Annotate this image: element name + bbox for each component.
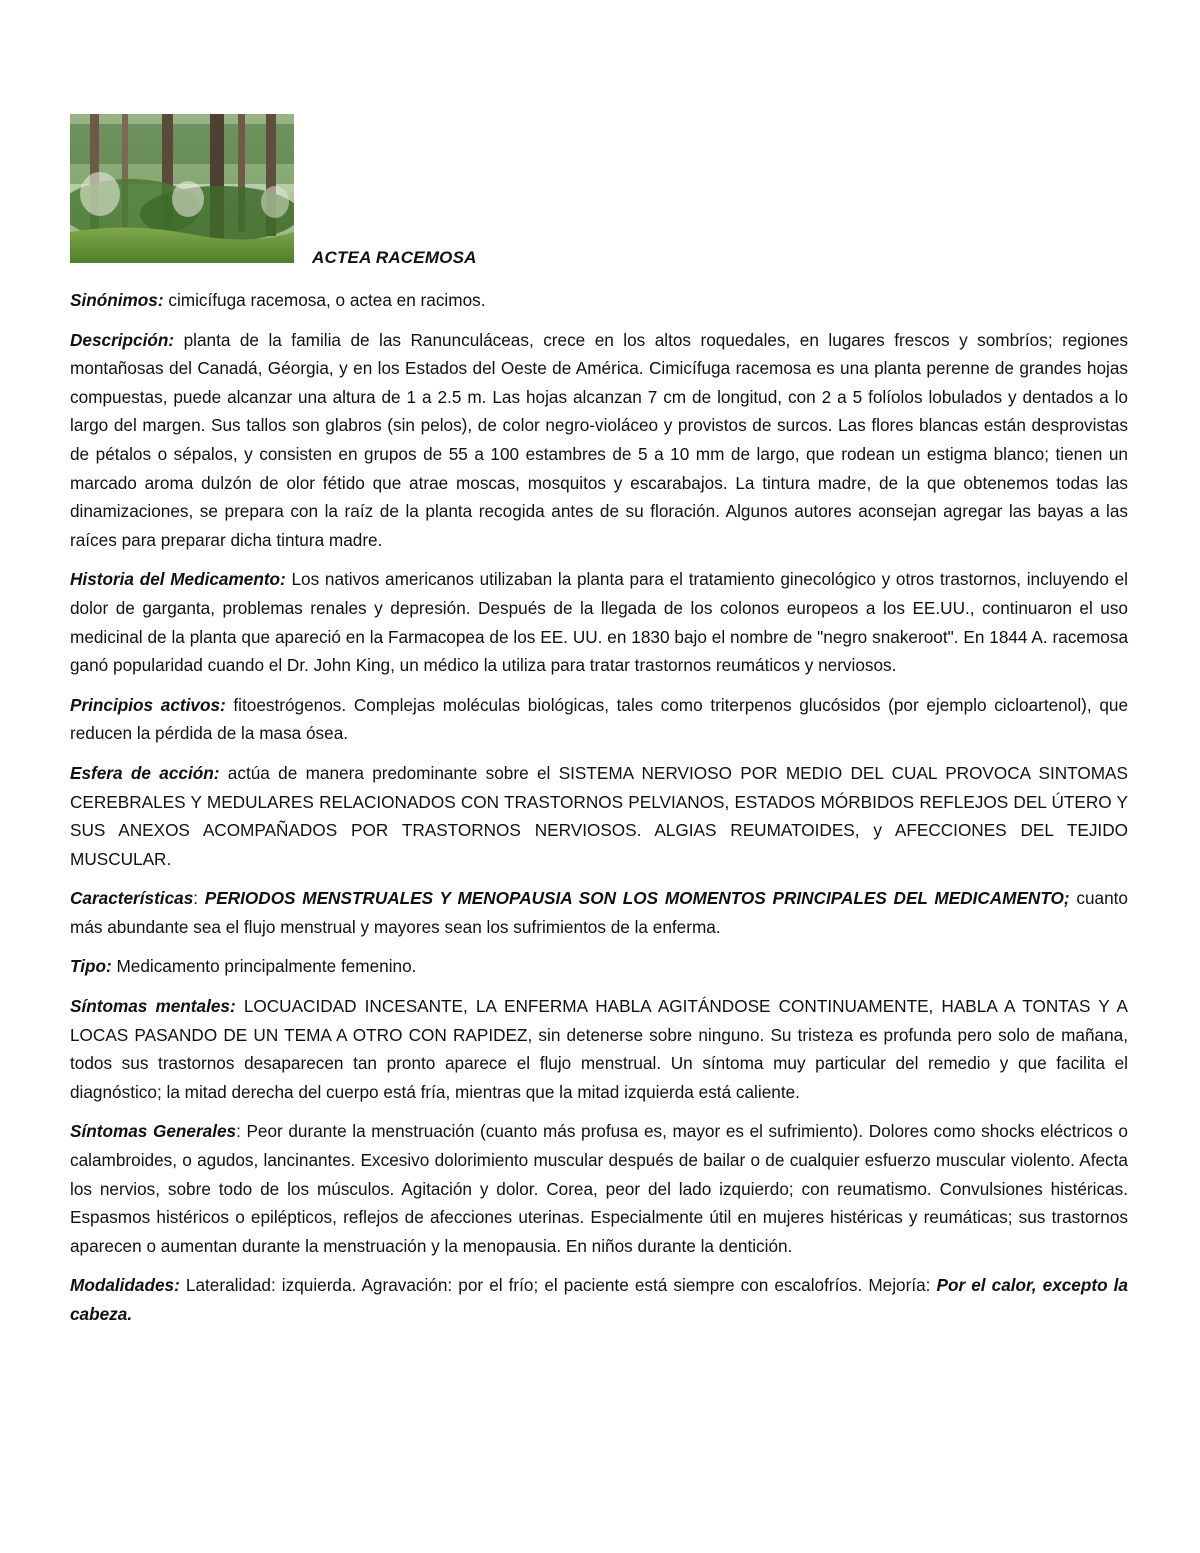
forest-photo [70, 114, 294, 263]
section-label: Síntomas mentales: [70, 996, 236, 1017]
section-principios [70, 691, 1128, 748]
section-esfera [70, 759, 1128, 873]
section-tipo [70, 952, 1128, 981]
section-text: planta de la familia de las Ranunculáceas, crece en los altos roquedales, en lugares frescos y sombríos; regiones montañosas del Canadá, Géorgia, y en los Estados del Oeste de América. Cimicífuga racemosa es una planta perenne de grandes hojas compuestas, puede alcanzar una altura de 1 a 2.5 m. Las hojas alcanzan 7 cm de longitud, con 2 a 5 folíolos lobulados y dentados a lo largo del margen. Sus tallos son glabros (sin pelos), de color negro-violáceo y provistos de surcos. Las flores blancas están desprovistas de pétalos o sépalos, y consisten en grupos de 55 a 100 estambres de 5 a 10 mm de largo, que rodean un estigma blanco; tienen un marcado aroma dulzón de olor fétido que atrae moscas, mosquitos y escarabajos. La tintura madre, de la que obtenemos todas las dinamizaciones, se prepara con la raíz de la planta recogida antes de su floración. Algunos autores aconsejan agregar las bayas a las raíces para preparar dicha tintura madre. [70, 329, 1128, 550]
section-text: Medicamento principalmente femenino. [111, 956, 417, 977]
section-label: Descripción: [70, 329, 175, 350]
section-label: Principios activos: [70, 694, 226, 715]
section-caracteristicas [70, 884, 1128, 941]
document-title: ACTEA RACEMOSA [312, 248, 477, 267]
section-label: Sinónimos: [70, 290, 164, 310]
section-text: cimicífuga racemosa, o actea en racimos. [163, 290, 486, 310]
document-body [70, 286, 1128, 1340]
section-emphasis: PERIODOS MENSTRUALES Y MENOPAUSIA SON LOS MOMENTOS PRINCIPALES DEL MEDICAMENTO; [204, 888, 1070, 909]
section-label: Esfera de acción: [70, 762, 220, 783]
section-emphasis: Por el calor, excepto la cabeza. [70, 1275, 1128, 1324]
section-text: cuanto más abundante sea el flujo menstrual y mayores sean los sufrimientos de la enferma. [70, 888, 1128, 937]
section-historia [70, 565, 1128, 679]
section-text: fitoestrógenos. Complejas moléculas biológicas, tales como triterpenos glucósidos (por ejemplo cicloartenol), que reducen la pérdida de la masa ósea. [70, 694, 1129, 744]
section-modalidades [70, 1271, 1128, 1328]
section-descripcion [70, 326, 1128, 555]
section-generales [70, 1117, 1128, 1260]
section-label: Síntomas Generales [70, 1121, 237, 1142]
section-text: Los nativos americanos utilizaban la planta para el tratamiento ginecológico y otros trastornos, incluyendo el dolor de garganta, problemas renales y depresión. Después de la llegada de los colonos europeos a los EE.UU., continuaron el uso medicinal de la planta que apareció en la Farmacopea de los EE. UU. en 1830 bajo el nombre de "negro snakeroot". En 1844 A. racemosa ganó popularidad cuando el Dr. John King, un médico la utiliza para tratar trastornos reumáticos y nerviosos. [70, 569, 1128, 676]
section-sinonimos [70, 286, 1128, 315]
section-colon: : [193, 888, 205, 909]
section-text: Lateralidad: izquierda. Agravación: por el frío; el paciente está siempre con escalofríos. Mejoría: [179, 1275, 937, 1296]
section-text: actúa de manera predominante sobre el SISTEMA NERVIOSO POR MEDIO DEL CUAL PROVOCA SINTOMAS CEREBRALES Y MEDULARES RELACIONADOS CON TRASTORNOS PELVIANOS, ESTADOS MÓRBIDOS REFLEJOS DEL ÚTERO Y SUS ANEXOS ACOMPAÑADOS POR TRASTORNOS NERVIOSOS. ALGIAS REUMATOIDES, y AFECCIONES DEL TEJIDO MUSCULAR. [70, 762, 1128, 869]
section-label: Características [70, 888, 194, 909]
section-label: Modalidades: [70, 1275, 180, 1296]
section-label: Historia del Medicamento: [70, 569, 286, 590]
section-text: LOCUACIDAD INCESANTE, LA ENFERMA HABLA AGITÁNDOSE CONTINUAMENTE, HABLA A TONTAS Y A LOCAS PASANDO DE UN TEMA A OTRO CON RAPIDEZ, sin detenerse sobre ninguno. Su tristeza es profunda pero solo de mañana, todos sus trastornos desaparecen tan pronto aparece el flujo menstrual. Un síntoma muy particular del remedio y que facilita el diagnóstico; la mitad derecha del cuerpo está fría, mientras que la mitad izquierda está caliente. [70, 996, 1128, 1102]
section-text: : Peor durante la menstruación (cuanto más profusa es, mayor es el sufrimiento). Dolores como shocks eléctricos o calambroides, o agudos, lancinantes. Excesivo dolorimiento muscular después de bailar o de cualquier esfuerzo muscular violento. Afecta los nervios, sobre todo de los músculos. Agitación y dolor. Corea, peor del lado izquierdo; con reumatismo. Convulsiones histéricas. Espasmos histéricos o epilépticos, reflejos de afecciones uterinas. Especialmente útil en mujeres histéricas y reumáticas; sus trastornos aparecen o aumentan durante la menstruación y la menopausia. En niños durante la dentición. [70, 1121, 1128, 1256]
section-label: Tipo: [70, 956, 112, 977]
section-mentales [70, 992, 1128, 1106]
